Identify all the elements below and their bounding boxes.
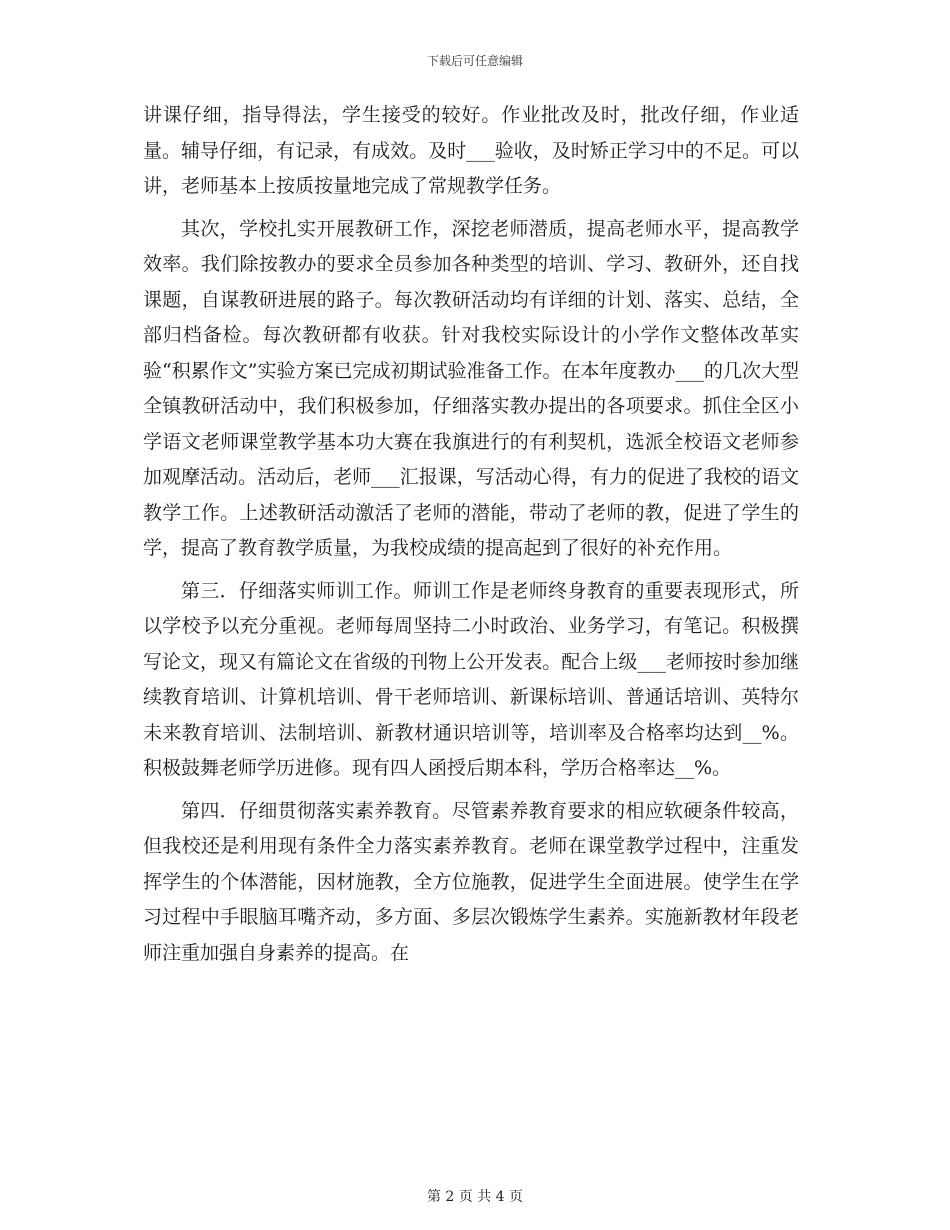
paragraph-2: 其次，学校扎实开展教研工作，深挖老师潜质，提高老师水平，提高教学效率。我们除按教办的要求全员参加各种类型的培训、学习、教研外，还自找课题，自谋教研进展的路子。每次教研活动均有详细的计划、落实、总结，全部归档备检。每次教研都有收获。针对我校实际设计的小学作文整体改革实验“积累作文”实验方案已完成初期试验准备工作。在本年度教办___的几次大型全镇教研活动中，我们积极参加，仔细落实教办提出的各项要求。抓住全区小学语文老师课堂教学基本功大赛在我旗进行的有利契机，选派全校语文老师参加观摩活动。活动后，老师___汇报课，写活动心得，有力的促进了我校的语文教学工作。上述教研活动激活了老师的潜能，带动了老师的教，促进了学生的学，提高了教育教学质量，为我校成绩的提高起到了很好的补充作用。 [143, 217, 799, 559]
paragraph-4: 第四．仔细贯彻落实素养教育。尽管素养教育要求的相应软硬条件较高，但我校还是利用现有条件全力落实素养教育。老师在课堂教学过程中，注重发挥学生的个体潜能，因材施教，全方位施教，促进学生全面进展。使学生在学习过程中手眼脑耳嘴齐动，多方面、多层次锻炼学生素养。实施新教材年段老师注重加强自身素养的提高。在 [143, 799, 799, 964]
page-header: 下载后可任意编辑 [426, 54, 523, 68]
page-number-footer: 第 2 页 共 4 页 [426, 1189, 524, 1205]
paragraph-3: 第三．仔细落实师训工作。师训工作是老师终身教育的重要表现形式，所以学校予以充分重视。老师每周坚持二小时政治、业务学习，有笔记。积极撰写论文，现又有篇论文在省级的刊物上公开发表。配合上级___老师按时参加继续教育培训、计算机培训、骨干老师培训、新课标培训、普通话培训、英特尔未来教育培训、法制培训、新教材通识培训等，培训率及合格率均达到__%。积极鼓舞老师学历进修。现有四人函授后期本科，学历合格率达__%。 [143, 579, 799, 779]
paragraph-1: 讲课仔细，指导得法，学生接受的较好。作业批改及时，批改仔细，作业适量。辅导仔细，有记录，有成效。及时___验收，及时矫正学习中的不足。可以讲，老师基本上按质按量地完成了常规教学任务。 [143, 104, 799, 197]
document-body [143, 98, 799, 978]
